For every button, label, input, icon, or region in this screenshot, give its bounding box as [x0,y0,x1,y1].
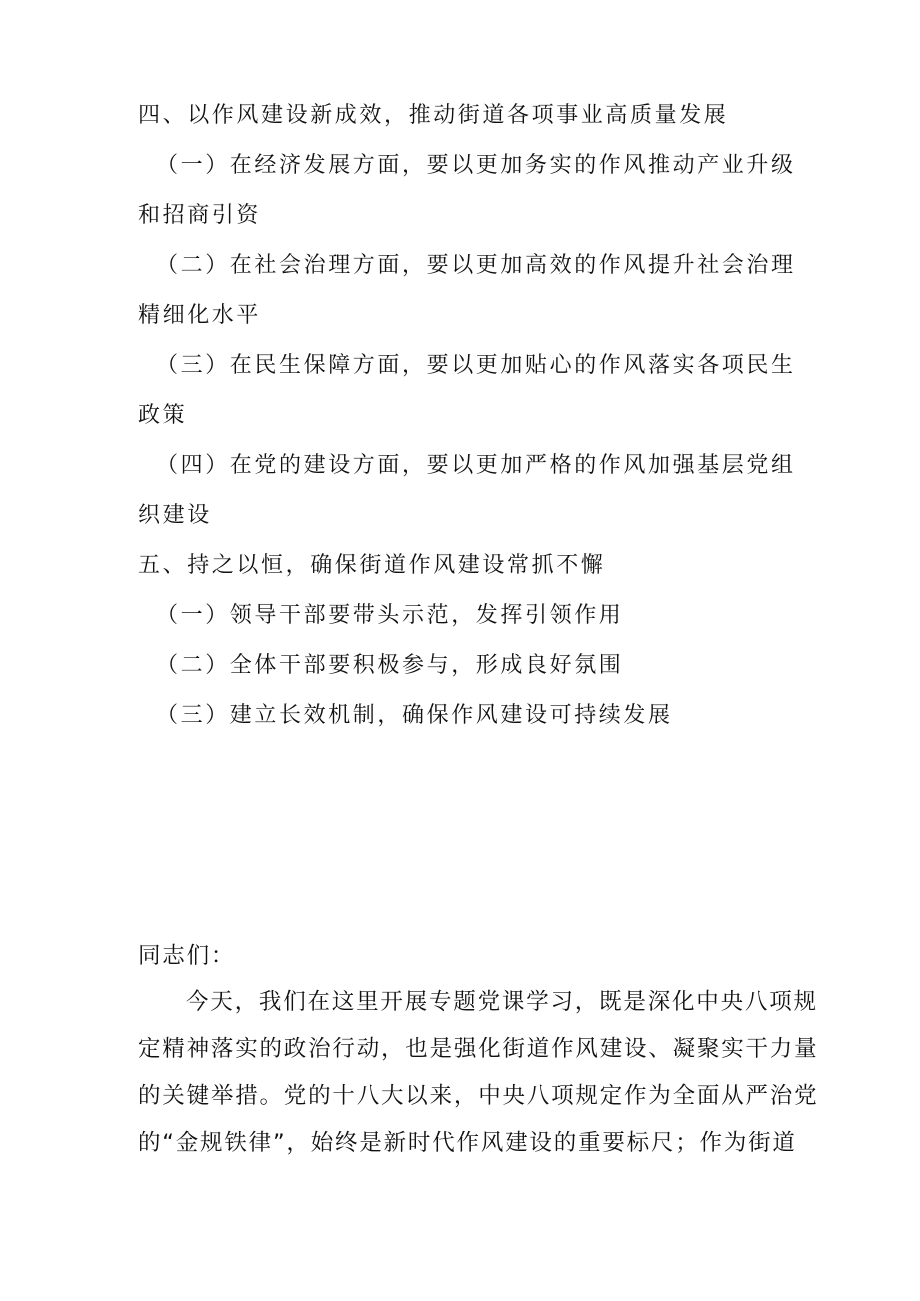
section-4-heading: 四、以作风建设新成效，推动街道各项事业高质量发展 [138,103,729,128]
section-4-item-3-line-2: 政策 [138,403,188,428]
section-4-item-2-line-2: 精细化水平 [138,303,262,328]
section-4-item-2-line-1: （二）在社会治理方面，要以更加高效的作风提升社会治理 [156,253,796,278]
section-5-item-1: （一）领导干部要带头示范，发挥引领作用 [156,603,624,628]
section-5-item-3: （三）建立长效机制，确保作风建设可持续发展 [156,703,673,728]
section-5-item-2: （二）全体干部要积极参与，形成良好氛围 [156,653,624,678]
speech-line-2: 定精神落实的政治行动，也是强化街道作风建设、凝聚实干力量 [138,1036,819,1062]
speech-salutation: 同志们： [138,943,236,969]
speech-line-3: 的关键举措。党的十八大以来，中央八项规定作为全面从严治党 [138,1083,819,1109]
section-4-item-4-line-1: （四）在党的建设方面，要以更加严格的作风加强基层党组 [156,453,796,478]
speech-line-1: 今天，我们在这里开展专题党课学习，既是深化中央八项规 [186,989,818,1015]
section-4-item-1-line-1: （一）在经济发展方面，要以更加务实的作风推动产业升级 [156,153,796,178]
section-4-item-1-line-2: 和招商引资 [138,203,262,228]
section-4-item-4-line-2: 织建设 [138,503,212,528]
section-5-heading: 五、持之以恒，确保街道作风建设常抓不懈 [138,553,606,578]
speech-line-4: 的“金规铁律”，始终是新时代作风建设的重要标尺；作为街道 [138,1130,797,1156]
section-4-item-3-line-1: （三）在民生保障方面，要以更加贴心的作风落实各项民生 [156,353,796,378]
